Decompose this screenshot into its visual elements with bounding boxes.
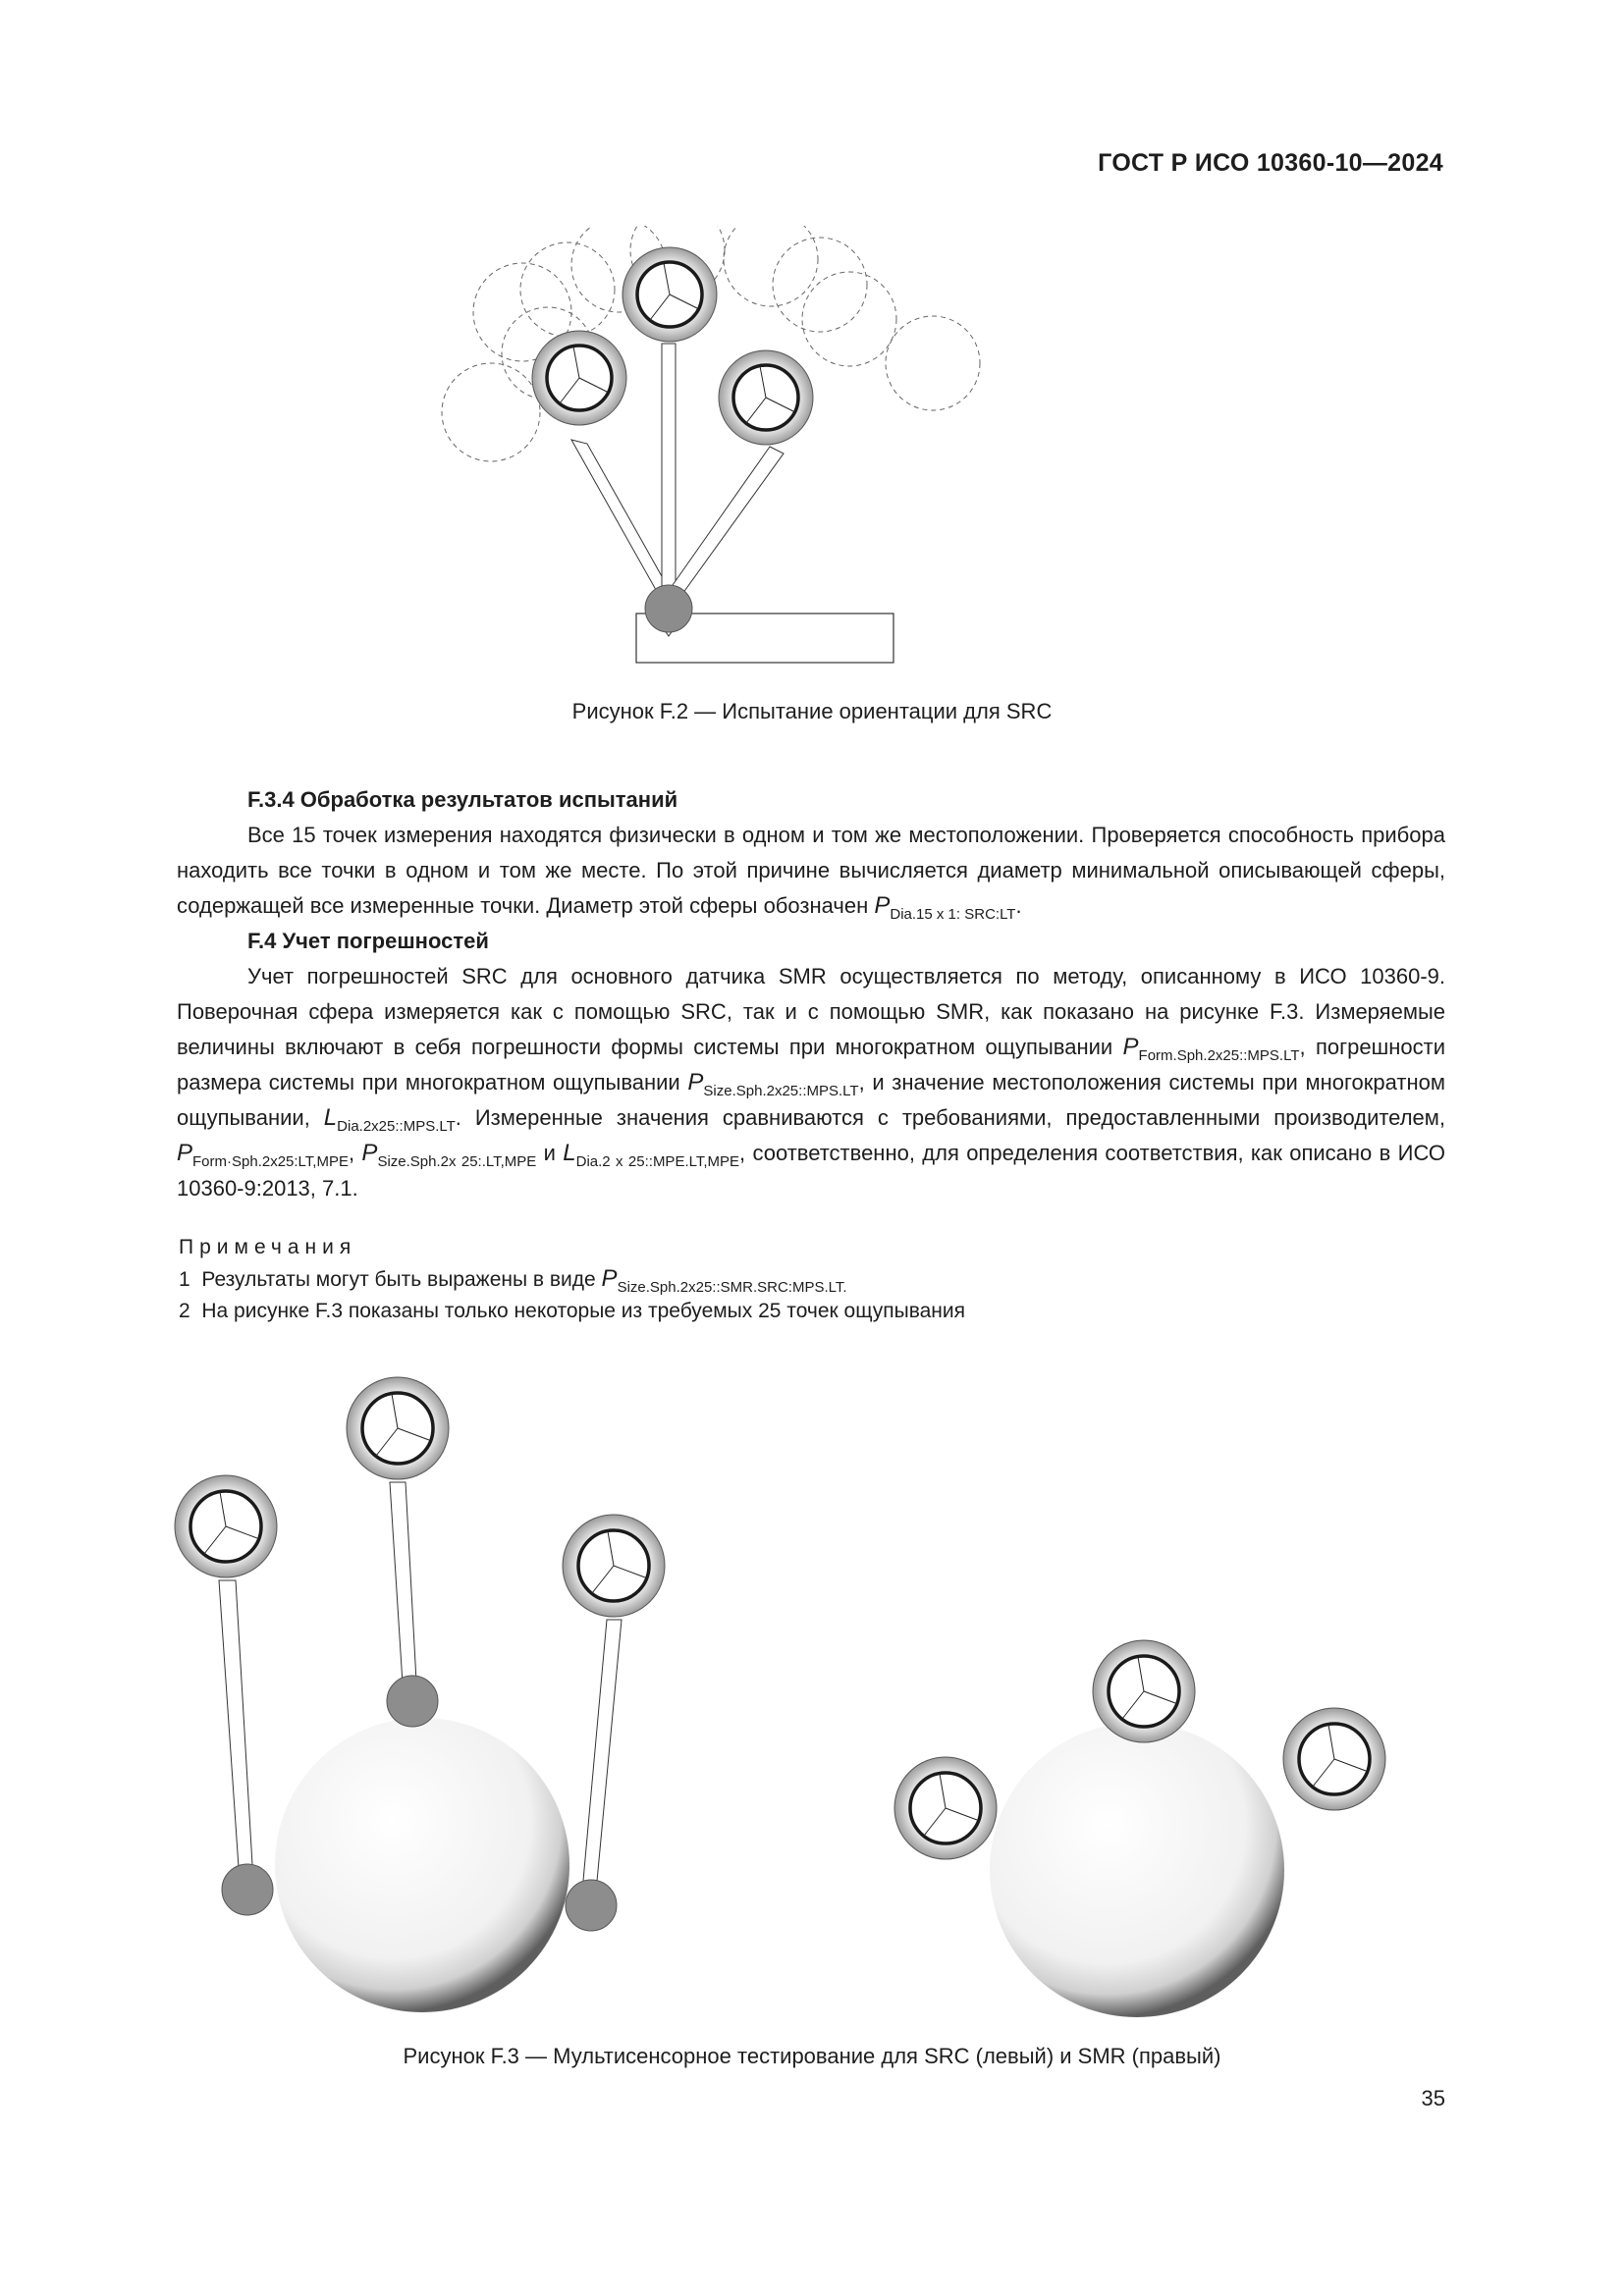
symbol-p-size: $P_{Size.Sph.2x25::MPS.LT}$ (687, 1069, 859, 1099)
symbol-l-dia-mpe: $L_{Dia.2 x 25::MPE.LT,MPE}$ (563, 1140, 740, 1170)
src-setup (175, 1377, 665, 2012)
symbol-p-size-mpe: $P_{Size.Sph.2x 25:.LT,MPE}$ (361, 1140, 537, 1170)
section-f4-heading: F.4 Учет погрешностей (247, 929, 489, 953)
figure-f2-orientation-test (432, 226, 1139, 677)
section-f34-heading: F.3.4 Обработка результатов испытаний (247, 787, 678, 812)
symbol-p-form-mpe: $P_{Form\cdot Sph.2x25:LT,MPE}$ (177, 1140, 349, 1170)
note-item: 1 Результаты могут быть выражены в виде $P_{Size.Sph.2x25::SMR.SRC:MPS.LT.}$ (179, 1265, 847, 1296)
symbol-p-form: $P_{Form.Sph.2x25::MPS.LT}$ (1122, 1034, 1300, 1064)
page-number: 35 (1421, 2086, 1445, 2110)
symbol-l-dia: $L_{Dia.2x25::MPS.LT}$ (323, 1104, 456, 1135)
notes-block (179, 1232, 1445, 1327)
main-text (177, 782, 1445, 1206)
notes-title: Примечания (179, 1236, 357, 1258)
figure-f3-caption: Рисунок F.3 — Мультисенсорное тестирование для SRC (левый) и SMR (правый) (403, 2044, 1221, 2068)
section-f34-paragraph: Все 15 точек измерения находятся физически в одном и том же местоположении. Проверяется способность прибора находить все точки в одном и том же месте. По этой причине вычисляется диаметр минимальной описывающей сферы, содержащей все измеренные точки. Диаметр этой сферы обозначен $P_{Dia.15 x 1: SRC:LT}$. (177, 823, 1445, 923)
figure-f2-caption: Рисунок F.2 — Испытание ориентации для SRC (571, 699, 1053, 723)
paragraph-text: Все 15 точек измерения находятся физически в одном и том же местоположении. Проверяется способность прибора находить все точки в одном и том же месте. По этой причине вычисляется диаметр минимальной описывающей сферы, содержащей все измеренные точки. Диаметр этой сферы обозначен (177, 823, 1445, 918)
symbol-p-dia: $P_{Dia.15 x 1: SRC:LT}$ (874, 892, 1016, 923)
symbol-p-size-smr: $P_{Size.Sph.2x25::SMR.SRC:MPS.LT.}$ (601, 1265, 847, 1296)
document-standard-code: ГОСТ Р ИСО 10360-10—2024 (1098, 149, 1443, 177)
figure-f3-multisensor-test (137, 1369, 1414, 2017)
note-item: 2 На рисунке F.3 показаны только некоторые из требуемых 25 точек ощупывания (179, 1300, 966, 1322)
smr-setup (894, 1640, 1385, 2017)
section-f4-paragraph: Учет погрешностей SRC для основного датчика SMR осуществляется по методу, описанному в ИСО 10360-9. Поверочная сфера измеряется как с помощью SRC, так и с помощью SMR, как показано на рисунке F.3. Измеряемые величины включают в себя погрешности формы системы при многократном ощупывании $P_{Form.Sph.2x25::MPS.LT}$, погрешности размера системы при многократном ощупывании $P_{Size.Sph.2x25::MPS.LT}$, и значение местоположения системы при многократном ощупывании, $L_{Dia.2x25::MPS.LT}$. Измеренные значения сравниваются с требованиями, предоставленными производителем, $P_{Form\cdot Sph.2x25:LT,MPE}$, $P_{Size.Sph.2x 25:.LT,MPE}$ и $L_{Dia.2 x 25::MPE.LT,MPE}$, соответственно, для определения соответствия, как описано в ИСО 10360-9:2013, 7.1. (177, 964, 1445, 1201)
